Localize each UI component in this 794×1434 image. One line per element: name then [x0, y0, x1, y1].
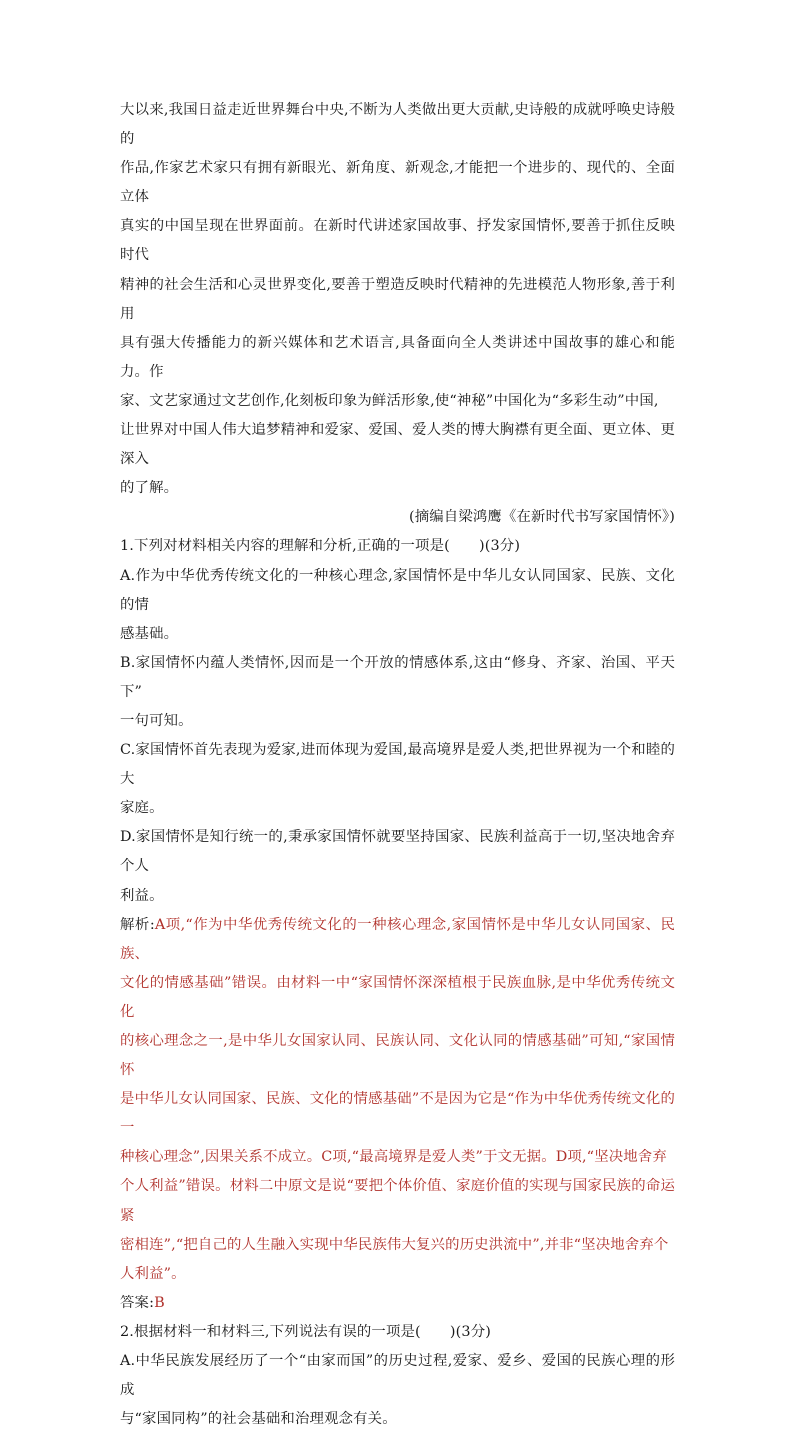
- passage-line: 让世界对中国人伟大追梦精神和爱家、爱国、爱人类的博大胸襟有更全面、更立体、更深入: [120, 422, 675, 468]
- passage-line: 家、文艺家通过文艺创作,化刻板印象为鲜活形象,使“神秘”中国化为“多彩生动”中国,: [120, 392, 659, 409]
- option-a-cont: 感基础。: [120, 625, 179, 642]
- analysis: [120, 911, 675, 1289]
- passage-line: 大以来,我国日益走近世界舞台中央,不断为人类做出更大贡献,史诗般的成就呼唤史诗般的: [120, 102, 675, 148]
- analysis-line: 人利益”。: [120, 1265, 186, 1282]
- analysis-line: 个人利益”错误。材料二中原文是说“要把个体价值、家庭价值的实现与国家民族的命运紧: [120, 1178, 675, 1224]
- option-a: A.中华民族发展经历了一个“由家而国”的历史过程,爱家、爱乡、爱国的民族心理的形成: [120, 1353, 675, 1399]
- answer-value: B: [154, 1294, 165, 1311]
- analysis-line: [120, 911, 675, 969]
- option-d: D.家国情怀是知行统一的,秉承家国情怀就要坚持国家、民族利益高于一切,坚决地舍弃个人: [120, 829, 675, 875]
- option-a-cont: 与“家国同构”的社会基础和治理观念有关。: [120, 1411, 397, 1428]
- analysis-line: 密相连”,“把自己的人生融入实现中华民族伟大复兴的历史洪流中”,并非“坚决地舍弃个: [120, 1236, 669, 1253]
- analysis-line: 是中华儿女认同国家、民族、文化的情感基础”不是因为它是“作为中华优秀传统文化的一: [120, 1091, 675, 1137]
- answer-label: 答案:: [120, 1294, 155, 1311]
- question-2: [120, 1318, 675, 1434]
- analysis-line: 种核心理念”,因果关系不成立。C项,“最高境界是爱人类”于文无据。D项,“坚决地舍弃: [120, 1149, 667, 1166]
- option-b-cont: 一句可知。: [120, 712, 193, 729]
- option-c-cont: 家庭。: [120, 800, 164, 817]
- passage: [120, 96, 675, 532]
- option-b: B.家国情怀内蕴人类情怀,因而是一个开放的情感体系,这由“修身、齐家、治国、平天下”: [120, 654, 675, 700]
- passage-line: 真实的中国呈现在世界面前。在新时代讲述家国故事、抒发家国情怀,要善于抓住反映时代: [120, 218, 675, 264]
- passage-source: (摘编自梁鸿鹰《在新时代书写家国情怀》): [408, 509, 675, 526]
- document-page: [120, 96, 675, 1434]
- option-d-cont: 利益。: [120, 887, 164, 904]
- analysis-line: 的核心理念之一,是中华儿女国家认同、民族认同、文化认同的情感基础”可知,“家国情怀: [120, 1033, 675, 1079]
- passage-line: 具有强大传播能力的新兴媒体和艺术语言,具备面向全人类讲述中国故事的雄心和能力。作: [120, 334, 675, 380]
- analysis-line: 文化的情感基础”错误。由材料一中“家国情怀深深植根于民族血脉,是中华优秀传统文化: [120, 974, 675, 1020]
- passage-line: 精神的社会生活和心灵世界变化,要善于塑造反映时代精神的先进模范人物形象,善于利用: [120, 276, 675, 322]
- option-a: A.作为中华优秀传统文化的一种核心理念,家国情怀是中华儿女认同国家、民族、文化的情: [120, 567, 675, 613]
- analysis-label: 解析:: [120, 916, 155, 933]
- analysis-text: A项,“作为中华优秀传统文化的一种核心理念,家国情怀是中华儿女认同国家、民族、: [120, 916, 675, 962]
- answer-line: [120, 1289, 675, 1318]
- question-stem: 2.根据材料一和材料三,下列说法有误的一项是( )(3分): [120, 1323, 492, 1340]
- passage-line: 作品,作家艺术家只有拥有新眼光、新角度、新观念,才能把一个进步的、现代的、全面立体: [120, 160, 675, 206]
- option-c: C.家国情怀首先表现为爱家,进而体现为爱国,最高境界是爱人类,把世界视为一个和睦的大: [120, 742, 675, 788]
- question-1: [120, 532, 675, 1318]
- question-stem: 1.下列对材料相关内容的理解和分析,正确的一项是( )(3分): [120, 538, 521, 555]
- passage-line: 的了解。: [120, 480, 179, 497]
